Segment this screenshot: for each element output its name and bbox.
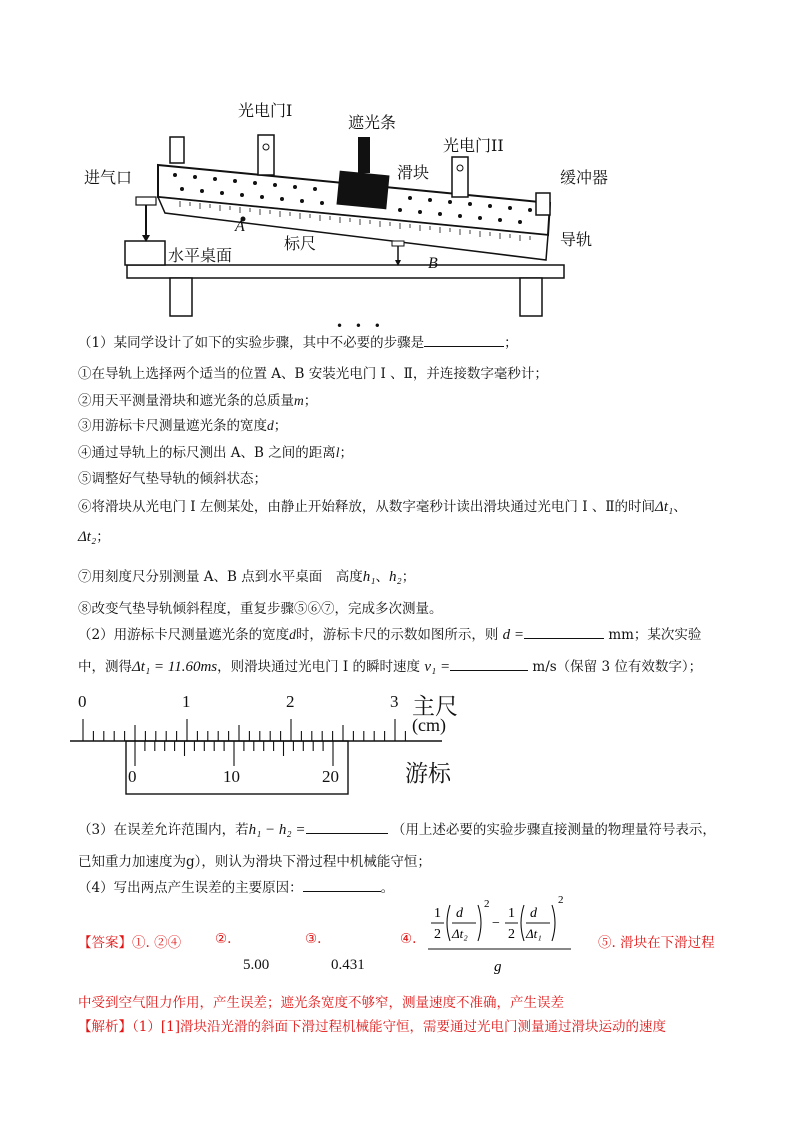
table-label: 水平桌面 — [168, 246, 233, 265]
vernier-tick-20: 20 — [322, 767, 339, 786]
sq-2: 2 — [558, 894, 564, 906]
ruler-label: 标尺 — [284, 234, 317, 253]
q1-prompt: （1）某同学设计了如下的实验步骤，其中不必要的步骤是 ； — [78, 335, 518, 351]
half-1-den: 2 — [434, 927, 441, 942]
main-scale-ticks — [83, 719, 405, 741]
q1-step-3: ③用游标卡尺测量遮光条的宽度d； — [78, 418, 288, 434]
rail-label: 导轨 — [560, 230, 593, 249]
half-2-num: 1 — [508, 906, 515, 921]
sq-1: 2 — [484, 898, 490, 910]
answer-2-marker: ②. — [215, 931, 232, 947]
emphasis-dots: • • • — [336, 319, 385, 333]
answer-3-value: 0.431 — [331, 957, 365, 973]
point-a-label: A — [235, 218, 245, 235]
gate1-label: 光电门I — [238, 101, 293, 120]
q2-line-2: 中，测得Δt₁ = 11.60ms，则滑块通过光电门 Ⅰ 的瞬时速度 v₁ = m/s（保留 3 位有效数字）； — [78, 659, 703, 675]
answer-5: ⑤. 滑块在下滑过程 — [598, 935, 715, 951]
gate2-label: 光电门II — [443, 136, 504, 155]
q1-step-8: ⑧改变气垫导轨倾斜程度，重复步骤⑤⑥⑦，完成多次测量。 — [78, 601, 443, 617]
q1-step-6-cont: Δt₂； — [78, 529, 110, 545]
dt1-den: Δt₁ — [526, 926, 542, 941]
q1-step-4: ④通过导轨上的标尺测出 A、B 之间的距离l； — [78, 445, 354, 461]
q1-step-6: ⑥将滑块从光电门 Ⅰ 左侧某处，由静止开始释放，从数字毫秒计读出滑块通过光电门 Ⅰ 、Ⅱ的时间Δt₁、 — [78, 499, 687, 515]
answer-4-formula — [428, 893, 573, 978]
q3-line-2: 已知重力加速度为g），则认为滑块下滑过程中机械能守恒； — [78, 854, 431, 870]
vernier-scale-ticks — [135, 741, 333, 766]
answer-2-value: 5.00 — [243, 957, 270, 973]
main-tick-1: 1 — [182, 692, 191, 711]
vernier-tick-0: 0 — [128, 767, 137, 786]
main-scale-label: 主尺 — [412, 694, 458, 720]
q1-step-5: ⑤调整好气垫导轨的倾斜状态； — [78, 471, 267, 487]
vernier-tick-10: 10 — [223, 767, 240, 786]
minus: − — [492, 916, 500, 931]
slider-label: 滑块 — [397, 163, 430, 182]
answer-4-marker: ④. — [400, 931, 417, 947]
half-2-den: 2 — [508, 927, 515, 942]
point-b-label: B — [428, 255, 438, 272]
formula-drawing — [428, 893, 573, 978]
q4-line: （4）写出两点产生误差的主要原因： 。 — [78, 880, 395, 896]
answer-line: 【答案】①. ②④ — [78, 935, 182, 951]
inlet-label: 进气口 — [84, 168, 133, 187]
q1-step-1: ①在导轨上选择两个适当的位置 A、B 安装光电门 Ⅰ 、Ⅱ，并连接数字毫秒计； — [78, 366, 548, 382]
buffer-label: 缓冲器 — [560, 168, 609, 187]
answer-5-cont: 中受到空气阻力作用，产生误差；遮光条宽度不够窄，测量速度不准确，产生误差 — [78, 995, 564, 1011]
q2-line-1: （2）用游标卡尺测量遮光条的宽度d时，游标卡尺的示数如图所示，则 d = mm；某次实验 — [78, 627, 702, 643]
d-num-2: d — [530, 906, 537, 921]
q1-step-2: ②用天平测量滑块和遮光条的总质量m； — [78, 393, 318, 409]
unit-label: (cm) — [412, 715, 446, 735]
q3-line-1: （3）在误差允许范围内，若h₁ − h₂ = （用上述必要的实验步骤直接测量的物理量符号表示， — [78, 822, 716, 838]
analysis-line: 【解析】（1）[1]滑块沿光滑的斜面下滑过程机械能守恒，需要通过光电门测量通过滑块运动的速度 — [78, 1019, 666, 1035]
main-tick-3: 3 — [390, 692, 399, 711]
dt2-den: Δt₂ — [452, 926, 468, 941]
g-den: g — [494, 959, 502, 975]
strip-label: 遮光条 — [348, 113, 397, 132]
main-tick-0: 0 — [78, 692, 87, 711]
q1-step-7: ⑦用刻度尺分别测量 A、B 点到水平桌面 高度h₁、h₂； — [78, 569, 416, 585]
d-num-1: d — [456, 906, 463, 921]
vernier-label: 游标 — [405, 761, 451, 787]
answer-3-marker: ③. — [305, 931, 322, 947]
half-1-num: 1 — [434, 906, 441, 921]
main-tick-2: 2 — [286, 692, 295, 711]
